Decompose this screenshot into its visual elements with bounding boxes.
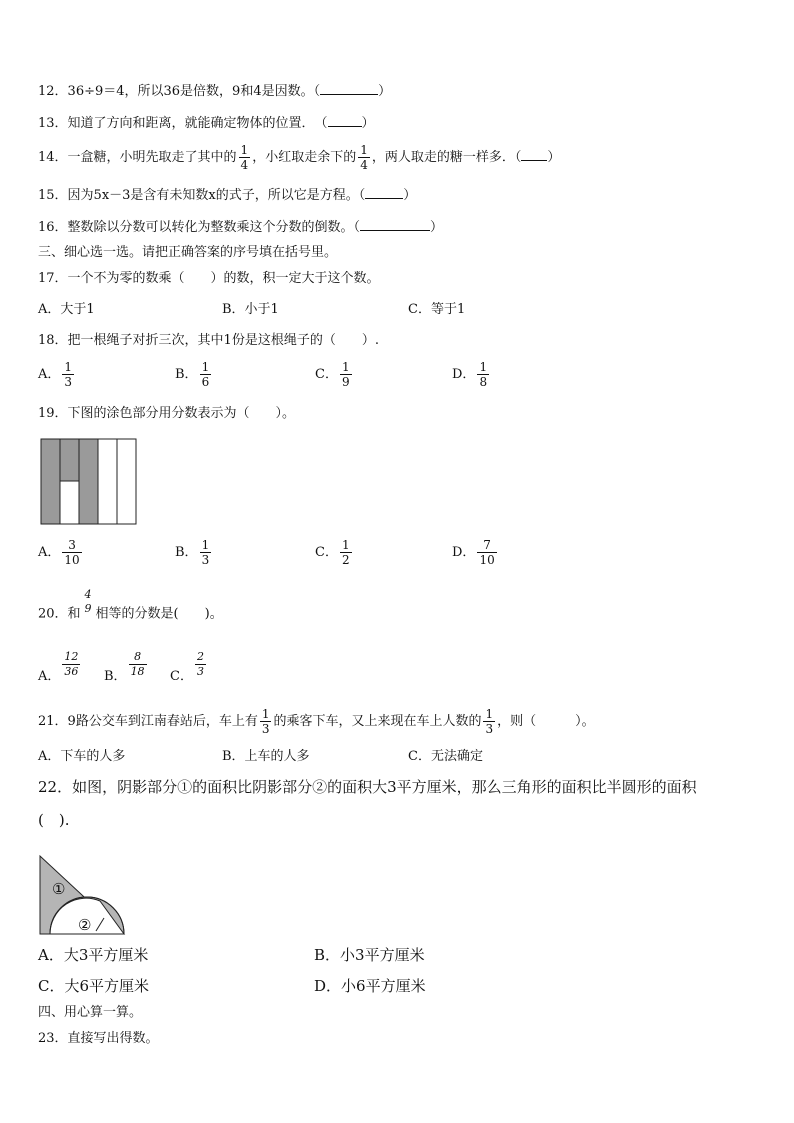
- question-16: 16．整数除以分数可以转化为整数乘这个分数的倒数。（ ）: [38, 220, 444, 235]
- question-14-text: 14．一盒糖，小明先取走了其中的: [38, 150, 237, 165]
- fraction: $\frac{1}{8}$: [479, 360, 488, 389]
- fraction: $\frac{1}{3}$: [261, 707, 270, 736]
- option-d[interactable]: D． $\frac{1}{8}$: [452, 360, 488, 389]
- region-1-label: ①: [52, 880, 66, 898]
- shaded-rectangle-figure: [40, 438, 138, 526]
- question-23: 23．直接写出得数。: [38, 1031, 159, 1046]
- fraction: $\frac{3}{10}$: [64, 538, 80, 567]
- question-21-text: 21．9路公交车到江南春站后，车上有: [38, 714, 258, 729]
- option-a[interactable]: A． $\frac{1}{3}$: [38, 360, 73, 389]
- fraction: $\frac{1}{9}$: [341, 360, 350, 389]
- question-12-text: 12．36÷9＝4，所以36是倍数，9和4是因数。（: [38, 84, 321, 99]
- option-d[interactable]: D． $\frac{7}{10}$: [452, 538, 495, 567]
- question-21: 21．9路公交车到江南春站后，车上有 $\frac{1}{3}$ 的乘客下车，又上来现在车上人数的 $\frac{1}{3}$ ，则（ ）。: [38, 707, 595, 736]
- option-b[interactable]: B．小3平方厘米: [314, 946, 425, 964]
- option-a[interactable]: A．大于1: [38, 302, 95, 317]
- option-b[interactable]: B．上车的人多: [222, 749, 310, 764]
- option-a[interactable]: A． $\frac{12}{36}$: [38, 650, 79, 684]
- fraction: $\frac{7}{10}$: [479, 538, 495, 567]
- region-2-label: ②: [78, 916, 92, 934]
- answer-blank-14[interactable]: [521, 148, 547, 161]
- fraction: $\frac{1}{4}$: [360, 143, 368, 172]
- question-22: 22．如图，阴影部分①的面积比阴影部分②的面积大3平方厘米，那么三角形的面积比半圆形的面积: [38, 778, 697, 796]
- fraction: $\frac{1}{3}$: [64, 360, 73, 389]
- question-15-text: 15．因为5x－3是含有未知数x的式子，所以它是方程。（: [38, 188, 366, 203]
- fraction: $\frac{12}{36}$: [64, 650, 79, 678]
- option-a[interactable]: A． $\frac{3}{10}$: [38, 538, 80, 567]
- option-b[interactable]: B． $\frac{1}{3}$: [175, 538, 210, 567]
- section-heading-4: 四、用心算一算。: [38, 1005, 143, 1020]
- fraction: $\frac{1}{2}$: [341, 538, 350, 567]
- answer-blank-13[interactable]: [328, 114, 362, 127]
- question-15: 15．因为5x－3是含有未知数x的式子，所以它是方程。（ ）: [38, 188, 417, 203]
- option-b[interactable]: B．小于1: [222, 302, 279, 317]
- option-c[interactable]: C． $\frac{1}{2}$: [315, 538, 350, 567]
- question-22-blank[interactable]: ( ).: [38, 811, 70, 829]
- option-c[interactable]: C． $\frac{2}{3}$: [170, 650, 204, 684]
- fraction: $\frac{8}{18}$: [130, 650, 145, 678]
- question-19: 19．下图的涂色部分用分数表示为（ ）。: [38, 406, 296, 421]
- section-heading-3: 三、细心选一选。请把正确答案的序号填在括号里。: [38, 245, 338, 260]
- question-13-text: 13．知道了方向和距离，就能确定物体的位置． （: [38, 116, 328, 131]
- option-c[interactable]: C．无法确定: [408, 749, 483, 764]
- question-18: 18．把一根绳子对折三次，其中1份是这根绳子的（ ）.: [38, 333, 379, 348]
- answer-blank-15[interactable]: [365, 186, 403, 199]
- answer-blank-16[interactable]: [360, 218, 430, 231]
- option-c[interactable]: C．等于1: [408, 302, 466, 317]
- fraction: $\frac{1}{3}$: [485, 707, 494, 736]
- option-b[interactable]: B． $\frac{8}{18}$: [104, 650, 145, 684]
- fraction: 4 9: [84, 588, 92, 615]
- fraction: $\frac{1}{4}$: [240, 143, 249, 172]
- question-12: 12．36÷9＝4，所以36是倍数，9和4是因数。（ ）: [38, 84, 392, 99]
- question-20-text: 20．和: [38, 606, 81, 622]
- question-13: 13．知道了方向和距离，就能确定物体的位置． （ ）: [38, 116, 375, 131]
- question-17: 17．一个不为零的数乘（ ）的数，积一定大于这个数。: [38, 271, 380, 286]
- option-c[interactable]: C．大6平方厘米: [38, 977, 150, 995]
- answer-blank-12[interactable]: [320, 82, 378, 95]
- option-b[interactable]: B． $\frac{1}{6}$: [175, 360, 210, 389]
- option-a[interactable]: A．下车的人多: [38, 749, 126, 764]
- option-a[interactable]: A．大3平方厘米: [38, 946, 149, 964]
- question-14: 14．一盒糖，小明先取走了其中的 $\frac{1}{4}$ ，小红取走余下的 $\frac{1}{4}$ ，两人取走的糖一样多．（ ）: [38, 143, 561, 172]
- triangle-semicircle-figure: [36, 852, 130, 938]
- option-c[interactable]: C． $\frac{1}{9}$: [315, 360, 350, 389]
- option-d[interactable]: D．小6平方厘米: [314, 977, 426, 995]
- fraction: $\frac{2}{3}$: [196, 650, 204, 678]
- question-20: 20．和 4 9 相等的分数是( )。: [38, 588, 223, 622]
- fraction: $\frac{1}{3}$: [201, 538, 210, 567]
- question-16-text: 16．整数除以分数可以转化为整数乘这个分数的倒数。（: [38, 220, 361, 235]
- fraction: $\frac{1}{6}$: [201, 360, 210, 389]
